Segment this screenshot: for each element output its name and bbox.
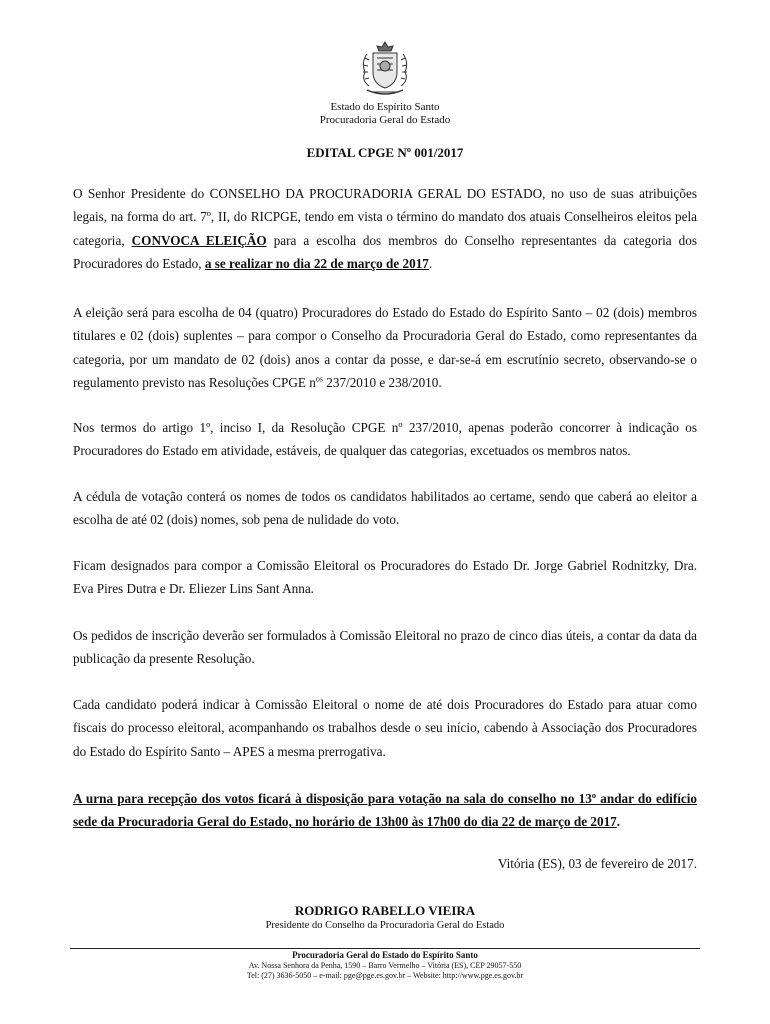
paragraph-registration: Os pedidos de inscrição deverão ser formulados à Comissão Eleitoral no prazo de cinco dias úteis, a contar da data da publicação da presente Resolução. [73,628,697,667]
text-segment: . [616,814,621,830]
footer-address: Av. Nossa Senhora da Penha, 1590 – Barro Vermelho – Vitória (ES), CEP 29057-550 [248,961,522,970]
signer-name: RODRIGO RABELLO VIEIRA [294,903,476,918]
paragraph-commission: Ficam designados para compor a Comissão Eleitoral os Procuradores do Estado Dr. Jorge Gabriel Rodnitzky, Dra. Eva Pires Dutra e Dr. Eliezer Lins Sant Anna. [73,558,697,597]
paragraph-convocation [73,182,697,275]
superscript: os [315,374,323,384]
ballot-box-emphasis: A urna para recepção dos votos ficará à disposição para votação na sala do conselho no 13º andar do edifício sede da Procuradoria Geral do Estado, no horário de 13h00 às 17h00 do dia 22 de março de 2017 [73,791,697,830]
paragraph-ballot: A cédula de votação conterá os nomes de todos os candidatos habilitados ao certame, sendo que caberá ao eleitor a escolha de até 02 (dois) nomes, sob pena de nulidade do voto. [73,489,697,528]
text-segment: para a escolha dos membros do Conselho representantes da categoria dos Procuradores do Estado, [73,232,697,271]
footer-org: Procuradoria Geral do Estado do Espírito Santo [292,950,478,960]
paragraph-eligibility: Nos termos do artigo 1º, inciso I, da Resolução CPGE nº 237/2010, apenas poderão concorrer à indicação os Procuradores do Estado em atividade, estáveis, de qualquer das categorias, excetuados os membros natos. [73,420,697,459]
paragraph-election-scope [73,301,697,394]
footer-contact: Tel: (27) 3636-5050 – e-mail: pge@pge.es.gov.br – Website: http://www.pge.es.gov.br [246,971,524,980]
header-state: Estado do Espírito Santo [330,101,440,113]
signer-role: Presidente do Conselho da Procuradoria Geral do Estado [265,920,505,931]
document-title: EDITAL CPGE Nº 001/2017 [306,145,464,160]
text-segment: A eleição será para escolha de 04 (quatro) Procuradores do Estado do Estado do Espírito Santo – 02 (dois) membros titulares e 02 (dois) suplentes – para compor o Conselho da Procuradoria Geral do Estado, como representantes da categoria, por um mandato de 02 (dois) anos a contar da posse, e dar-se-á em escrutínio secreto, observando-se o regulamento previsto nas Resoluções CPGE n [73,305,697,390]
paragraph-ballot-box [73,787,697,834]
convoca-eleicao-emphasis: CONVOCA ELEIÇÃO [131,232,267,248]
paragraph-inspectors: Cada candidato poderá indicar à Comissão Eleitoral o nome de até dois Procuradores do Estado para atuar como fiscais do processo eleitoral, acompanhando os trabalhos desde o seu início, cabendo à Associação dos Procuradores do Estado do Espírito Santo – APES a mesma prerrogativa. [73,697,697,759]
text-segment: O Senhor Presidente do CONSELHO DA PROCURADORIA GERAL DO ESTADO, no uso de suas atribuições legais, na forma do art. 7º, II, do RICPGE, tendo em vista o término do mandato dos atuais Conselheiros eleitos pela categoria, [73,186,697,248]
date-line: Vitória (ES), 03 de fevereiro de 2017. [497,856,697,871]
coat-of-arms-icon [357,38,413,100]
election-date-emphasis: a se realizar no dia 22 de março de 2017 [204,255,429,271]
footer-divider [70,948,700,949]
header-agency: Procuradoria Geral do Estado [319,114,451,126]
text-segment: 237/2010 e 238/2010. [322,374,442,390]
text-segment: . [428,255,433,271]
